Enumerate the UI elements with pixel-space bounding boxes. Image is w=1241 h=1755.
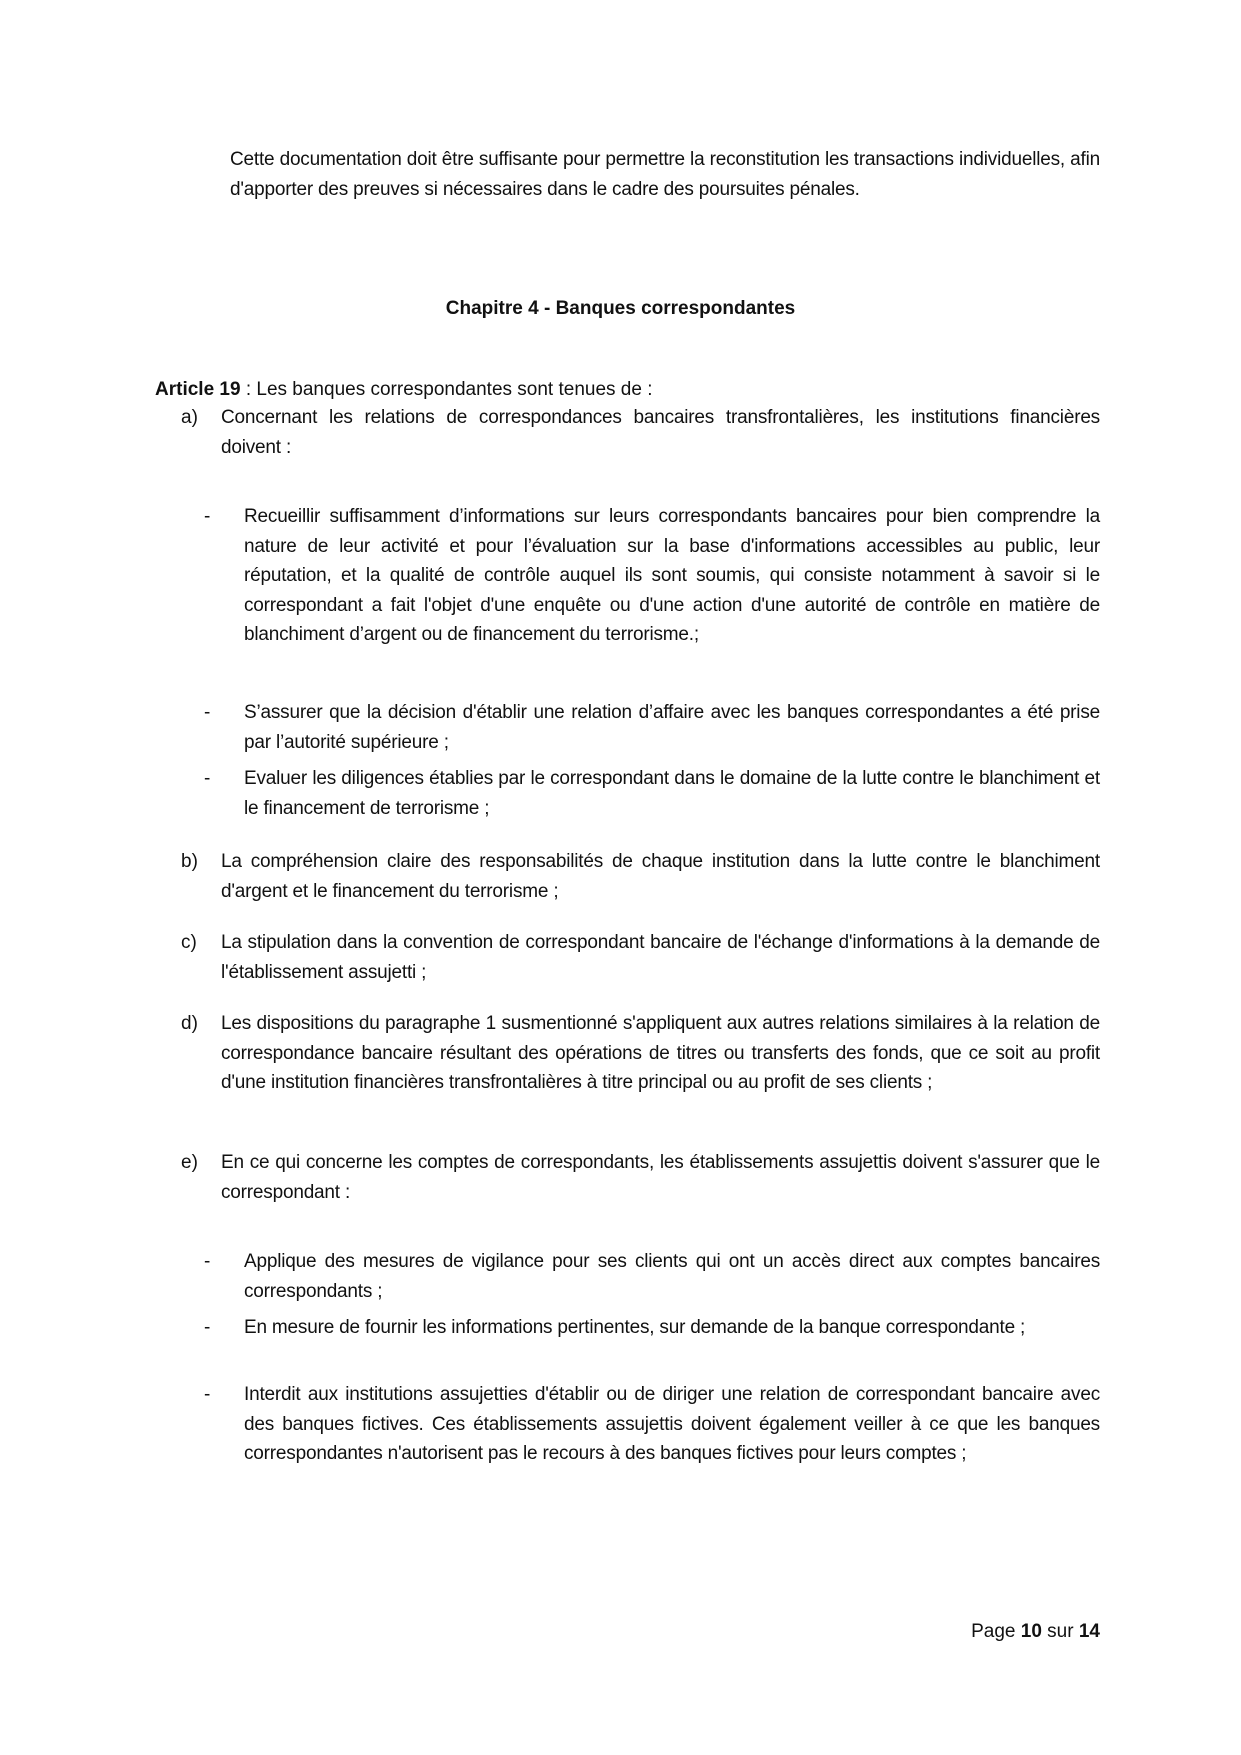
list-item-text: La compréhension claire des responsabilités de chaque institution dans la lutte contre le blanchiment d'argent et le financement du terrorisme ; — [221, 851, 1100, 902]
page-number — [920, 1620, 1100, 1644]
chapter-title: Chapitre 4 - Banques correspondantes — [445, 298, 796, 319]
dash-bullet: - — [204, 1384, 211, 1405]
page-current: 10 — [1020, 1621, 1042, 1642]
sub-item-text: En mesure de fournir les informations pertinentes, sur demande de la banque correspondante ; — [244, 1317, 1026, 1338]
article-heading — [155, 375, 653, 404]
list-marker: c) — [181, 932, 197, 953]
list-item-text: Concernant les relations de correspondances bancaires transfrontalières, les institutions financières doivent : — [221, 407, 1100, 458]
list-item-text: En ce qui concerne les comptes de correspondants, les établissements assujettis doivent s'assurer que le correspondant : — [221, 1152, 1100, 1203]
list-marker: d) — [181, 1013, 198, 1034]
article-lead: : Les banques correspondantes sont tenues de : — [240, 379, 653, 400]
article-label: Article 19 — [155, 379, 241, 400]
sub-item-text: Interdit aux institutions assujetties d'établir ou de diriger une relation de correspondant bancaire avec des banques fictives. Ces établissements assujettis doivent également veiller à ce que les banques correspondantes n'autorisent pas le recours à des banques fictives pour leurs comptes ; — [244, 1384, 1100, 1464]
dash-bullet: - — [204, 1251, 211, 1272]
page-separator: sur — [1041, 1621, 1079, 1642]
list-item-text: Les dispositions du paragraphe 1 susmentionné s'appliquent aux autres relations similaires à la relation de correspondance bancaire résultant des opérations de titres ou transferts des fonds, que ce soit au profit d'une institution financières transfrontalières à titre principal ou au profit de ses clients ; — [221, 1013, 1100, 1093]
sub-item-text: Applique des mesures de vigilance pour ses clients qui ont un accès direct aux comptes bancaires correspondants ; — [244, 1251, 1100, 1302]
page-prefix: Page — [971, 1621, 1021, 1642]
page-total: 14 — [1078, 1621, 1100, 1642]
sub-item-text: Evaluer les diligences établies par le correspondant dans le domaine de la lutte contre le blanchiment et le financement de terrorisme ; — [244, 768, 1100, 819]
list-item-text: La stipulation dans la convention de correspondant bancaire de l'échange d'informations à la demande de l'établissement assujetti ; — [221, 932, 1100, 983]
dash-bullet: - — [204, 768, 211, 789]
dash-bullet: - — [204, 506, 211, 527]
sub-item-text: S’assurer que la décision d'établir une relation d’affaire avec les banques correspondantes a été prise par l’autorité supérieure ; — [244, 702, 1100, 753]
dash-bullet: - — [204, 702, 211, 723]
list-marker: e) — [181, 1152, 198, 1173]
sub-item-text: Recueillir suffisamment d’informations sur leurs correspondants bancaires pour bien comprendre la nature de leur activité et pour l’évaluation sur la base d'informations accessibles au public, leur réputation, et la qualité de contrôle auquel ils sont soumis, qui consiste notamment à savoir si le correspondant a fait l'objet d'une enquête ou d'une action d'une autorité de contrôle en matière de blanchiment d’argent ou de financement du terrorisme.; — [244, 506, 1100, 645]
list-marker: b) — [181, 851, 198, 872]
intro-paragraph: Cette documentation doit être suffisante pour permettre la reconstitution les transactions individuelles, afin d'apporter des preuves si nécessaires dans le cadre des poursuites pénales. — [230, 149, 1100, 200]
dash-bullet: - — [204, 1317, 211, 1338]
list-marker: a) — [181, 407, 198, 428]
